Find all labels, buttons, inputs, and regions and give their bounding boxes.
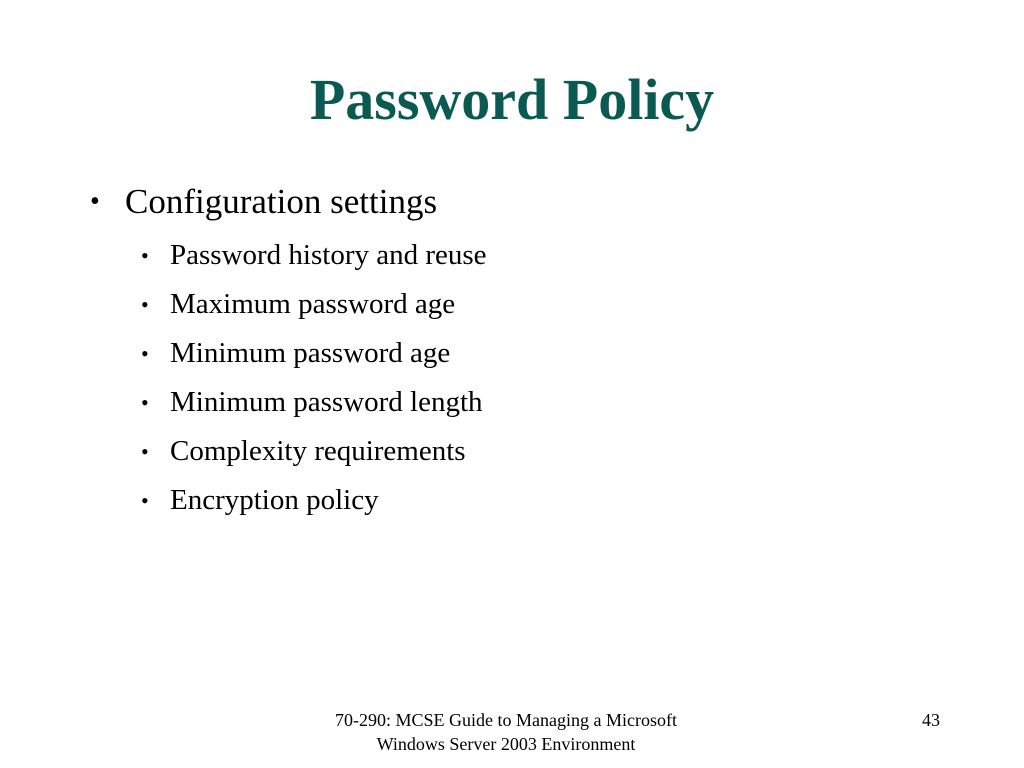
bullet-list (90, 180, 487, 525)
footer-line-2: Windows Server 2003 Environment (376, 734, 636, 754)
bullet-dot-icon: • (141, 390, 149, 415)
bullet-dot-icon: • (141, 292, 149, 317)
sub-bullet-text: Complexity requirements (170, 435, 466, 467)
sub-bullet-text: Minimum password age (170, 337, 451, 369)
sub-bullet-item (141, 427, 487, 476)
page-number: 43 (922, 710, 940, 730)
bullet-dot-icon: • (141, 341, 149, 366)
sub-bullet-item (141, 231, 487, 280)
sub-bullet-list (125, 231, 487, 525)
bullet-dot-icon: • (141, 243, 149, 268)
bullet-dot-icon: • (141, 488, 149, 513)
sub-bullet-item (141, 378, 487, 427)
sub-bullet-text: Password history and reuse (170, 239, 487, 271)
bullet-dot-icon: • (90, 186, 100, 217)
bullet-text: Configuration settings (125, 182, 438, 221)
sub-bullet-item (141, 476, 487, 525)
sub-bullet-text: Encryption policy (170, 484, 379, 516)
bullet-item-configuration-settings (90, 180, 487, 525)
sub-bullet-text: Minimum password length (170, 386, 483, 418)
sub-bullet-item (141, 329, 487, 378)
slide-title: Password Policy (309, 67, 715, 132)
bullet-dot-icon: • (141, 439, 149, 464)
sub-bullet-text: Maximum password age (170, 288, 456, 320)
footer-line-1: 70-290: MCSE Guide to Managing a Microsoft (335, 710, 677, 730)
footer-text (256, 708, 756, 756)
sub-bullet-item (141, 280, 487, 329)
